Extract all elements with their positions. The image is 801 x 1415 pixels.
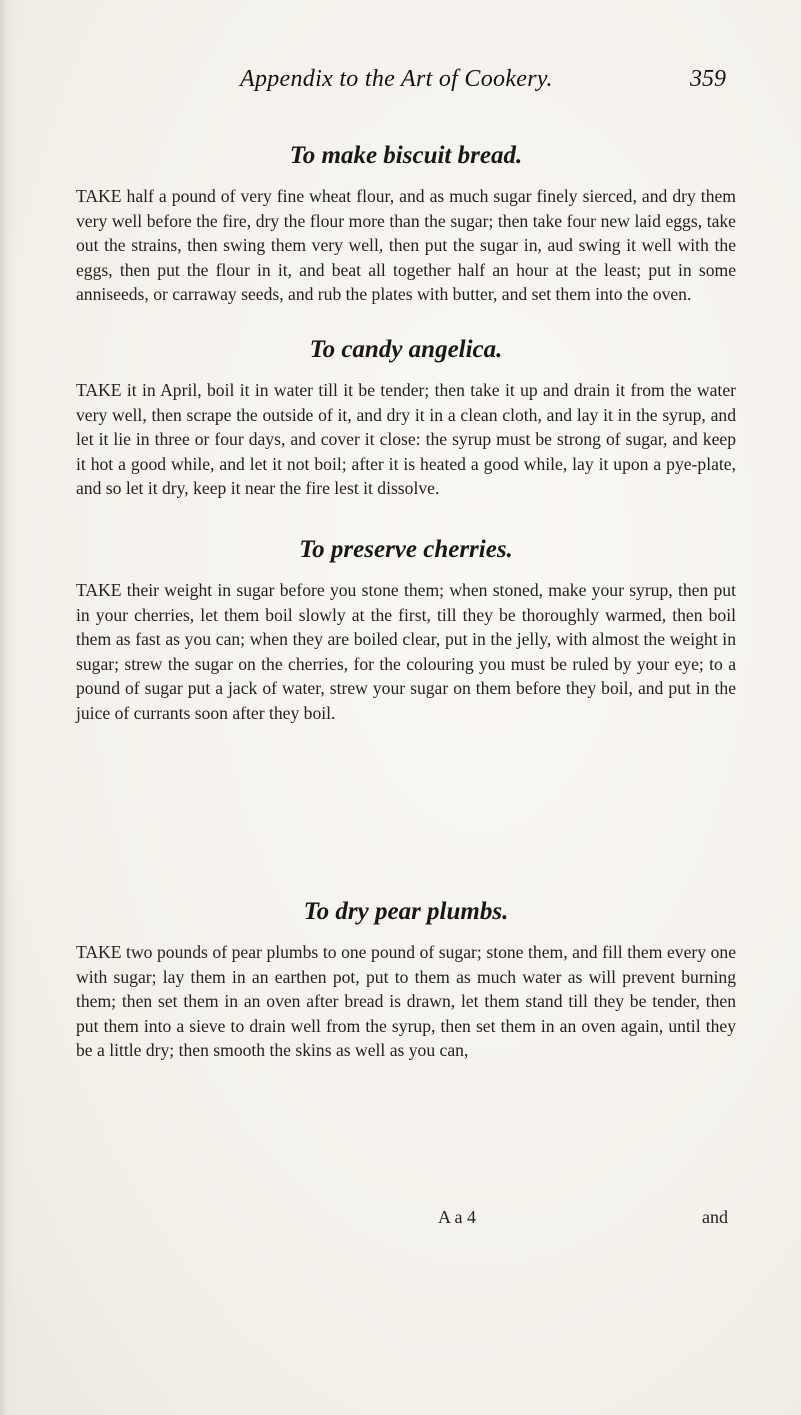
recipe-biscuit-bread [76, 142, 736, 307]
running-title: Appendix to the Art of Cookery. [240, 66, 553, 92]
recipe-candy-angelica [76, 336, 736, 501]
page-number: 359 [690, 66, 726, 92]
recipe-text: TAKE two pounds of pear plumbs to one pound of sugar; stone them, and fill them every one with sugar; lay them in an earthen pot, put to them as much water as will prevent burning them; then set them in an oven after bread is drawn, let them stand till they be tender, then put them into a sieve to drain well from the syrup, then set them in an oven again, until they be a little dry; then smooth the skins as well as you can, [76, 942, 736, 1061]
recipe-text: TAKE half a pound of very fine wheat flour, and as much sugar finely sierced, and dry them very well before the fire, dry the flour more than the sugar; then take four new laid eggs, take out the strains, then swing them very well, then put the sugar in, aud swing it well with the eggs, then put the flour in it, and beat all together half an hour at the least; put in some anniseeds, or carraway seeds, and rub the plates with butter, and set them into the oven. [76, 186, 736, 305]
recipe-title: To preserve cherries. [299, 536, 513, 563]
printer-signature: A a 4 [438, 1207, 476, 1227]
page-gutter [0, 0, 18, 1415]
recipe-title: To candy angelica. [309, 336, 503, 363]
recipe-preserve-cherries [76, 536, 736, 726]
recipe-title: To dry pear plumbs. [303, 898, 509, 925]
catchword: and [702, 1207, 728, 1227]
recipe-text: TAKE their weight in sugar before you stone them; when stoned, make your syrup, then put in your cherries, let them boil slowly at the first, till they be thoroughly warmed, then boil them as fast as you can; when they are boiled clear, put in the jelly, with almost the weight in sugar; strew the sugar on the cherries, for the colouring you must be ruled by your eye; to a pound of sugar put a jack of water, strew your sugar on them before they boil, and put in the juice of currants soon after they boil. [76, 580, 736, 723]
recipe-text: TAKE it in April, boil it in water till it be tender; then take it up and drain it from the water very well, then scrape the outside of it, and dry it in a clean cloth, and lay it in the syrup, and let it lie in three or four days, and cover it close: the syrup must be strong of sugar, and keep it hot a good while, and let it not boil; after it is heated a good while, lay it upon a pye-plate, and so let it dry, keep it near the fire lest it dissolve. [76, 380, 736, 499]
recipe-title: To make biscuit bread. [289, 142, 523, 169]
recipe-dry-pear-plumbs [76, 898, 736, 1063]
